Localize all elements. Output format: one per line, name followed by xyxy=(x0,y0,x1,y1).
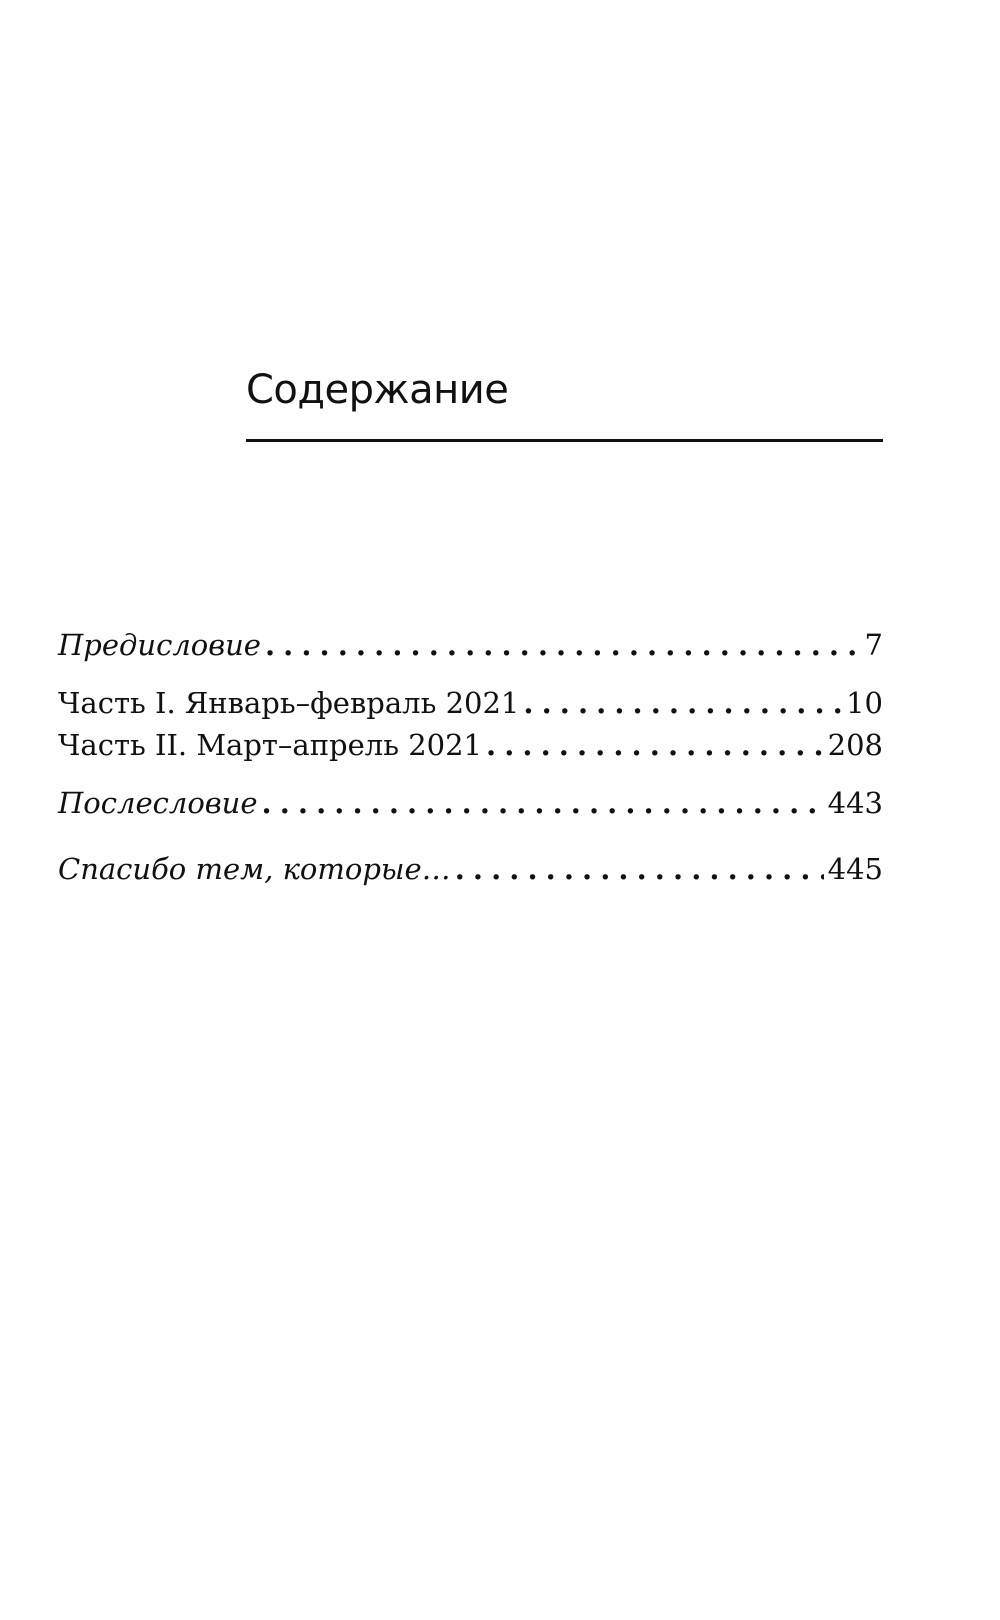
heading-underline xyxy=(246,439,883,442)
toc-entry-preface[interactable] xyxy=(58,628,883,663)
toc-entry-page: 443 xyxy=(827,786,883,820)
dot-leader xyxy=(486,728,824,763)
contents-heading: Содержание xyxy=(246,367,509,413)
dot-leader xyxy=(455,852,824,887)
dot-leader xyxy=(262,786,824,821)
toc-entry-title: Часть II. Март–апрель 2021 xyxy=(58,728,483,762)
toc-entry-title: Спасибо тем, которые… xyxy=(58,852,451,886)
toc-entry-title: Часть I. Январь–февраль 2021 xyxy=(58,686,520,720)
toc-entry-page: 445 xyxy=(827,852,883,886)
toc-entry-part-2[interactable] xyxy=(58,728,883,763)
toc-entry-page: 10 xyxy=(846,686,883,720)
toc-entry-page: 208 xyxy=(827,728,883,762)
dot-leader xyxy=(523,686,842,721)
toc-entry-part-1[interactable] xyxy=(58,686,883,721)
toc-entry-title: Предисловие xyxy=(58,628,261,662)
dot-leader xyxy=(265,628,861,663)
toc-entry-page: 7 xyxy=(864,628,883,662)
toc-entry-acknowledgements[interactable] xyxy=(58,852,883,887)
toc-entry-afterword[interactable] xyxy=(58,786,883,821)
toc-entry-title: Послесловие xyxy=(58,786,258,820)
